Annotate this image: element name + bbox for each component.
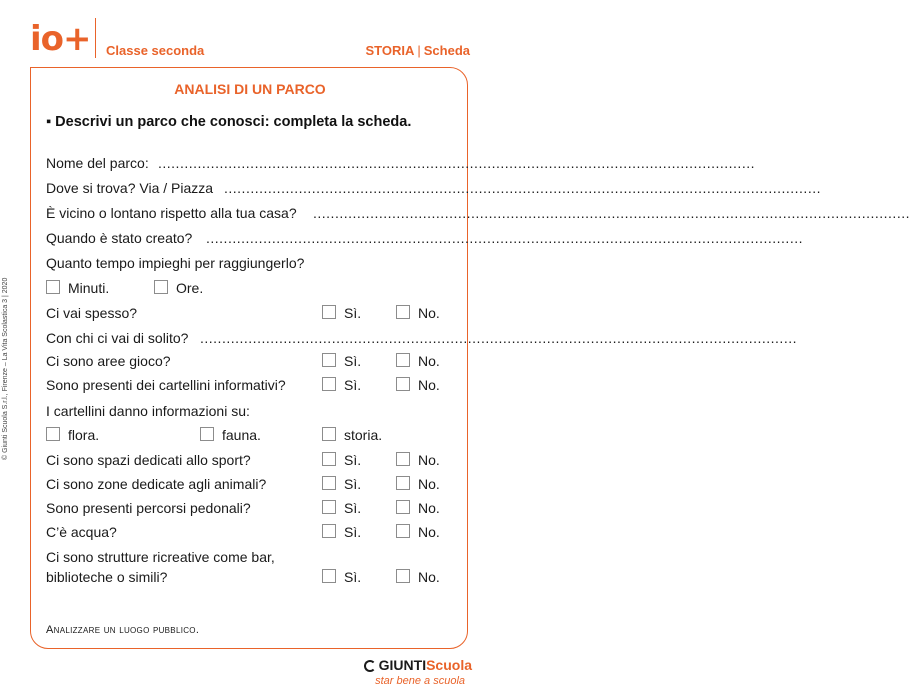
question-strutture-line2: biblioteche o simili? bbox=[46, 569, 168, 585]
option-no[interactable] bbox=[396, 452, 440, 468]
option-no[interactable] bbox=[396, 524, 440, 540]
checkbox-icon[interactable] bbox=[154, 280, 168, 294]
field-dove-line[interactable]: ........................................................................................................................................ bbox=[224, 180, 821, 196]
option-label: Sì. bbox=[344, 569, 362, 585]
question-animali: Ci sono zone dedicate agli animali? bbox=[46, 476, 267, 492]
checkbox-icon[interactable] bbox=[396, 569, 410, 583]
logo-separator bbox=[95, 18, 96, 58]
checkbox-icon[interactable] bbox=[200, 427, 214, 441]
option-label: No. bbox=[418, 500, 440, 516]
field-quando-label: Quando è stato creato? bbox=[46, 230, 193, 246]
field-nome-line[interactable]: ........................................................................................................................................ bbox=[158, 155, 755, 171]
class-label: Classe seconda bbox=[106, 43, 205, 58]
option-label: No. bbox=[418, 524, 440, 540]
question-strutture-line1: Ci sono strutture ricreative come bar, bbox=[46, 549, 275, 565]
checkbox-icon[interactable] bbox=[396, 452, 410, 466]
option-label: No. bbox=[418, 353, 440, 369]
option-label: No. bbox=[418, 569, 440, 585]
question-tempo: Quanto tempo impieghi per raggiungerlo? bbox=[46, 255, 305, 271]
checkbox-icon[interactable] bbox=[322, 305, 336, 319]
field-nome-label: Nome del parco: bbox=[46, 155, 149, 171]
option-si[interactable] bbox=[322, 569, 361, 585]
copyright-note: © Giunti Scuola S.r.l., Firenze – La Vita Scolastica 3 | 2020 bbox=[2, 277, 9, 460]
option-si[interactable] bbox=[322, 452, 361, 468]
option-si[interactable] bbox=[322, 524, 361, 540]
checkbox-icon[interactable] bbox=[322, 476, 336, 490]
subject-label: STORIA | Scheda bbox=[365, 43, 470, 58]
checkbox-icon[interactable] bbox=[322, 569, 336, 583]
logo: io+ bbox=[30, 19, 91, 59]
publisher-brand bbox=[364, 657, 472, 673]
option-minuti[interactable] bbox=[46, 280, 109, 296]
option-label: flora. bbox=[68, 427, 100, 443]
option-no[interactable] bbox=[396, 476, 440, 492]
checkbox-icon[interactable] bbox=[396, 476, 410, 490]
option-label: Ore. bbox=[176, 280, 204, 296]
checkbox-icon[interactable] bbox=[46, 427, 60, 441]
option-no[interactable] bbox=[396, 569, 440, 585]
option-flora[interactable] bbox=[46, 427, 99, 443]
checkbox-icon[interactable] bbox=[322, 452, 336, 466]
checkbox-icon[interactable] bbox=[322, 353, 336, 367]
field-quando-line[interactable]: ........................................................................................................................................ bbox=[206, 230, 803, 246]
option-label: Sì. bbox=[344, 500, 362, 516]
option-si[interactable] bbox=[322, 500, 361, 516]
giunti-logo-icon bbox=[364, 660, 376, 672]
field-vicino-line[interactable]: ........................................................................................................................................ bbox=[313, 205, 910, 221]
footer-note: Analizzare un luogo pubblico. bbox=[46, 624, 200, 636]
option-si[interactable] bbox=[322, 476, 361, 492]
question-info: I cartellini danno informazioni su: bbox=[46, 403, 250, 419]
option-fauna[interactable] bbox=[200, 427, 261, 443]
option-no[interactable] bbox=[396, 500, 440, 516]
checkbox-icon[interactable] bbox=[322, 524, 336, 538]
checkbox-icon[interactable] bbox=[46, 280, 60, 294]
question-giochi: Ci sono aree gioco? bbox=[46, 353, 171, 369]
option-label: Sì. bbox=[344, 377, 362, 393]
checkbox-icon[interactable] bbox=[396, 500, 410, 514]
option-storia[interactable] bbox=[322, 427, 382, 443]
option-label: No. bbox=[418, 305, 440, 321]
field-chi-label: Con chi ci vai di solito? bbox=[46, 330, 189, 346]
option-label: storia. bbox=[344, 427, 383, 443]
option-label: No. bbox=[418, 476, 440, 492]
option-label: Sì. bbox=[344, 524, 362, 540]
option-si[interactable] bbox=[322, 353, 361, 369]
publisher-tagline: star bene a scuola bbox=[375, 675, 465, 687]
checkbox-icon[interactable] bbox=[322, 377, 336, 391]
checkbox-icon[interactable] bbox=[322, 500, 336, 514]
field-chi-line[interactable]: ........................................................................................................................................ bbox=[200, 330, 797, 346]
field-vicino-label: È vicino o lontano rispetto alla tua casa? bbox=[46, 205, 297, 221]
worksheet-title: ANALISI DI UN PARCO bbox=[174, 81, 326, 97]
brand-suffix: Scuola bbox=[426, 657, 472, 673]
question-pedonali: Sono presenti percorsi pedonali? bbox=[46, 500, 251, 516]
option-no[interactable] bbox=[396, 305, 440, 321]
option-si[interactable] bbox=[322, 305, 361, 321]
option-label: Sì. bbox=[344, 476, 362, 492]
option-label: Sì. bbox=[344, 353, 362, 369]
option-no[interactable] bbox=[396, 377, 440, 393]
checkbox-icon[interactable] bbox=[396, 524, 410, 538]
subject-name: STORIA bbox=[365, 43, 415, 58]
question-acqua: C’è acqua? bbox=[46, 524, 117, 540]
checkbox-icon[interactable] bbox=[322, 427, 336, 441]
option-no[interactable] bbox=[396, 353, 440, 369]
question-spesso: Ci vai spesso? bbox=[46, 305, 138, 321]
option-ore[interactable] bbox=[154, 280, 203, 296]
option-label: Sì. bbox=[344, 305, 362, 321]
option-label: Minuti. bbox=[68, 280, 110, 296]
option-label: No. bbox=[418, 452, 440, 468]
question-cartellini: Sono presenti dei cartellini informativi? bbox=[46, 377, 286, 393]
option-si[interactable] bbox=[322, 377, 361, 393]
question-sport: Ci sono spazi dedicati allo sport? bbox=[46, 452, 251, 468]
checkbox-icon[interactable] bbox=[396, 377, 410, 391]
brand-name: GIUNTI bbox=[378, 657, 427, 673]
section-name: Scheda bbox=[423, 43, 470, 58]
instruction: ▪ Descrivi un parco che conosci: completa la scheda. bbox=[46, 114, 412, 130]
option-label: fauna. bbox=[222, 427, 261, 443]
checkbox-icon[interactable] bbox=[396, 353, 410, 367]
option-label: No. bbox=[418, 377, 440, 393]
option-label: Sì. bbox=[344, 452, 362, 468]
checkbox-icon[interactable] bbox=[396, 305, 410, 319]
field-dove-label: Dove si trova? Via / Piazza bbox=[46, 180, 214, 196]
